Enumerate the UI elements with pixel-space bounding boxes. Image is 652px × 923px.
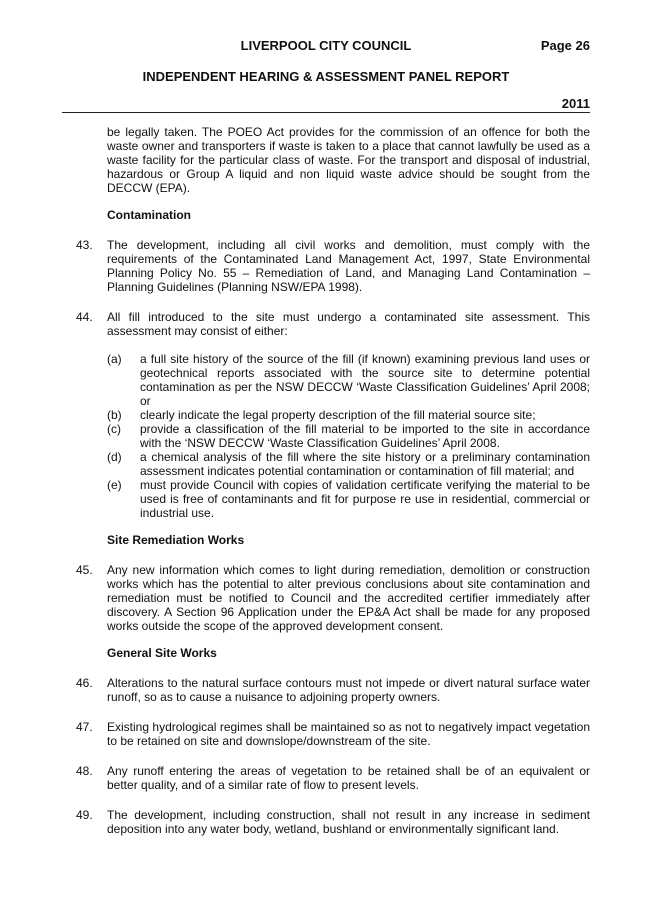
subitem-e	[62, 478, 590, 520]
subitem-label: (c)	[107, 422, 121, 436]
section-heading-site-remediation: Site Remediation Works	[107, 533, 245, 547]
subitem-label: (d)	[107, 450, 122, 464]
condition-text: Any new information which comes to light during remediation, demolition or construction works which has the potential to alter previous conclusions about site contamination and remediation must be notified to Council and the accredited certifier immediately after discovery. A Section 96 Application under the EP&A Act shall be made for any proposed works outside the scope of the approved development consent.	[107, 563, 590, 633]
subitem-b	[62, 408, 590, 422]
subitem-text: a full site history of the source of the fill (if known) examining previous land uses or geotechnical reports associated with the source site to determine potential contamination as per the NSW DECCW ‘Waste Classification Guidelines’ April 2008; or	[140, 352, 590, 408]
condition-text: All fill introduced to the site must undergo a contaminated site assessment. This assessment may consist of either:	[107, 310, 590, 338]
condition-number: 46.	[76, 676, 93, 690]
subitem-c	[62, 422, 590, 450]
condition-text: Existing hydrological regimes shall be maintained so as not to negatively impact vegetation to be retained on site and downslope/downstream of the site.	[107, 720, 590, 748]
report-title: INDEPENDENT HEARING & ASSESSMENT PANEL REPORT	[142, 69, 510, 84]
section-heading-contamination: Contamination	[107, 208, 191, 222]
condition-text: Alterations to the natural surface contours must not impede or divert natural surface water runoff, so as to cause a nuisance to adjoining property owners.	[107, 676, 590, 704]
header-divider	[62, 112, 590, 113]
page-number: Page 26	[540, 38, 590, 53]
condition-47	[62, 720, 590, 748]
section-heading-general-site: General Site Works	[107, 646, 217, 660]
condition-45	[62, 563, 590, 633]
condition-44	[62, 310, 590, 338]
subitem-d	[62, 450, 590, 478]
subitem-text: must provide Council with copies of validation certificate verifying the material to be used is free of contaminants and fit for purpose re use in residential, commercial or industrial use.	[140, 478, 590, 520]
subitem-label: (e)	[107, 478, 122, 492]
subitem-text: provide a classification of the fill material to be imported to the site in accordance with the ‘NSW DECCW ‘Waste Classification Guidelines’ April 2008.	[140, 422, 590, 450]
subitem-label: (a)	[107, 352, 122, 366]
condition-text: The development, including all civil works and demolition, must comply with the requirements of the Contaminated Land Management Act, 1997, State Environmental Planning Policy No. 55 – Remediation of Land, and Managing Land Contamination – Planning Guidelines (Planning NSW/EPA 1998).	[107, 238, 590, 294]
report-year: 2011	[561, 96, 590, 111]
fill-assessment-options	[62, 352, 590, 520]
subitem-label: (b)	[107, 408, 122, 422]
condition-49	[62, 808, 590, 836]
subitem-a	[62, 352, 590, 408]
condition-number: 45.	[76, 563, 93, 577]
condition-number: 48.	[76, 764, 93, 778]
council-name: LIVERPOOL CITY COUNCIL	[240, 38, 412, 53]
subitem-text: clearly indicate the legal property description of the fill material source site;	[140, 408, 536, 422]
condition-number: 44.	[76, 310, 93, 324]
condition-text: Any runoff entering the areas of vegetation to be retained shall be of an equivalent or better quality, and of a similar rate of flow to present levels.	[107, 764, 590, 792]
intro-paragraph: be legally taken. The POEO Act provides for the commission of an offence for both the waste owner and transporters if waste is taken to a place that cannot lawfully be used as a waste facility for the particular class of waste. For the transport and disposal of industrial, hazardous or Group A liquid and non liquid waste advice should be sought from the DECCW (EPA).	[107, 125, 590, 195]
condition-number: 43.	[76, 238, 93, 252]
condition-46	[62, 676, 590, 704]
condition-number: 49.	[76, 808, 93, 822]
subitem-text: a chemical analysis of the fill where the site history or a preliminary contamination assessment indicates potential contamination or contamination of fill material; and	[140, 450, 590, 478]
condition-48	[62, 764, 590, 792]
condition-text: The development, including construction, shall not result in any increase in sediment deposition into any water body, wetland, bushland or environmentally significant land.	[107, 808, 590, 836]
condition-43	[62, 238, 590, 294]
condition-number: 47.	[76, 720, 93, 734]
document-body	[62, 125, 590, 836]
